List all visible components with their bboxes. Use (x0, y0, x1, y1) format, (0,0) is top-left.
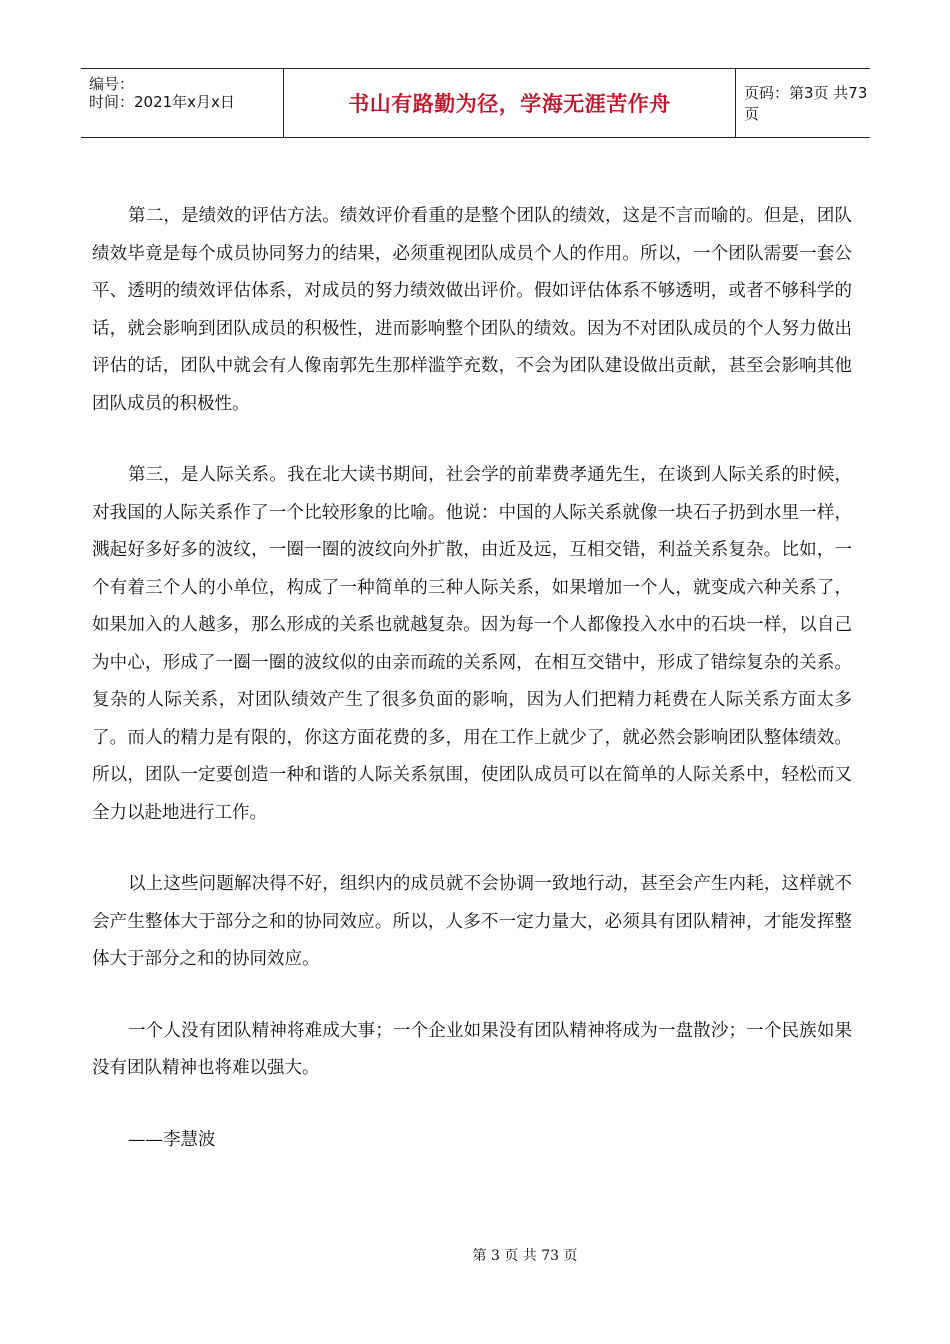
document-date-label: 时间：2021年x月x日 (89, 93, 235, 111)
author-signature: ——李慧波 (128, 1129, 216, 1150)
paragraph-team-spirit: 一个人没有团队精神将难成大事；一个企业如果没有团队精神将成为一盘散沙；一个民族如果没有团队精神也将难以强大。 (92, 1020, 852, 1078)
document-body (92, 198, 852, 1159)
page-info: 页码：第3页 共73页 (744, 84, 868, 123)
paragraph-interpersonal-relations: 第三，是人际关系。我在北大读书期间，社会学的前辈费孝通先生，在谈到人际关系的时候，对我国的人际关系作了一个比较形象的比喻。他说：中国的人际关系就像一块石子扔到水里一样，溅起好多好多的波纹，一圈一圈的波纹向外扩散，由近及远，互相交错，利益关系复杂。比如，一个有着三个人的小单位，构成了一种简单的三种人际关系，如果增加一个人，就变成六种关系了，如果加入的人越多，那么形成的关系也就越复杂。因为每一个人都像投入水中的石块一样，以自己为中心，形成了一圈一圈的波纹似的由亲而疏的关系网，在相互交错中，形成了错综复杂的关系。复杂的人际关系，对团队绩效产生了很多负面的影响，因为人们把精力耗费在人际关系方面太多了。而人的精力是有限的，你这方面花费的多，用在工作上就少了，就必然会影响团队整体绩效。所以，团队一定要创造一种和谐的人际关系氛围，使团队成员可以在简单的人际关系中，轻松而又全力以赴地进行工作。 (92, 465, 852, 823)
motto-text: 书山有路勤为径，学海无涯苦作舟 (348, 92, 671, 116)
page-header (81, 68, 870, 138)
header-page-cell (736, 69, 870, 137)
document-number-label: 编号： (89, 75, 135, 93)
paragraph-performance-evaluation: 第二，是绩效的评估方法。绩效评价看重的是整个团队的绩效，这是不言而喻的。但是，团队绩效毕竟是每个成员协同努力的结果，必须重视团队成员个人的作用。所以，一个团队需要一套公平、透明的绩效评估体系，对成员的努力绩效做出评价。假如评估体系不够透明，或者不够科学的话，就会影响到团队成员的积极性，进而影响整个团队的绩效。因为不对团队成员的个人努力做出评估的话，团队中就会有人像南郭先生那样滥竽充数，不会为团队建设做出贡献，甚至会影响其他团队成员的积极性。 (92, 206, 852, 414)
header-meta-cell (81, 69, 284, 137)
page-footer: 第 3 页 共 73 页 (472, 1248, 578, 1264)
paragraph-synergy: 以上这些问题解决得不好，组织内的成员就不会协调一致地行动，甚至会产生内耗，这样就不会产生整体大于部分之和的协同效应。所以，人多不一定力量大，必须具有团队精神，才能发挥整体大于部分之和的协同效应。 (92, 874, 852, 969)
header-motto-cell (284, 69, 736, 137)
